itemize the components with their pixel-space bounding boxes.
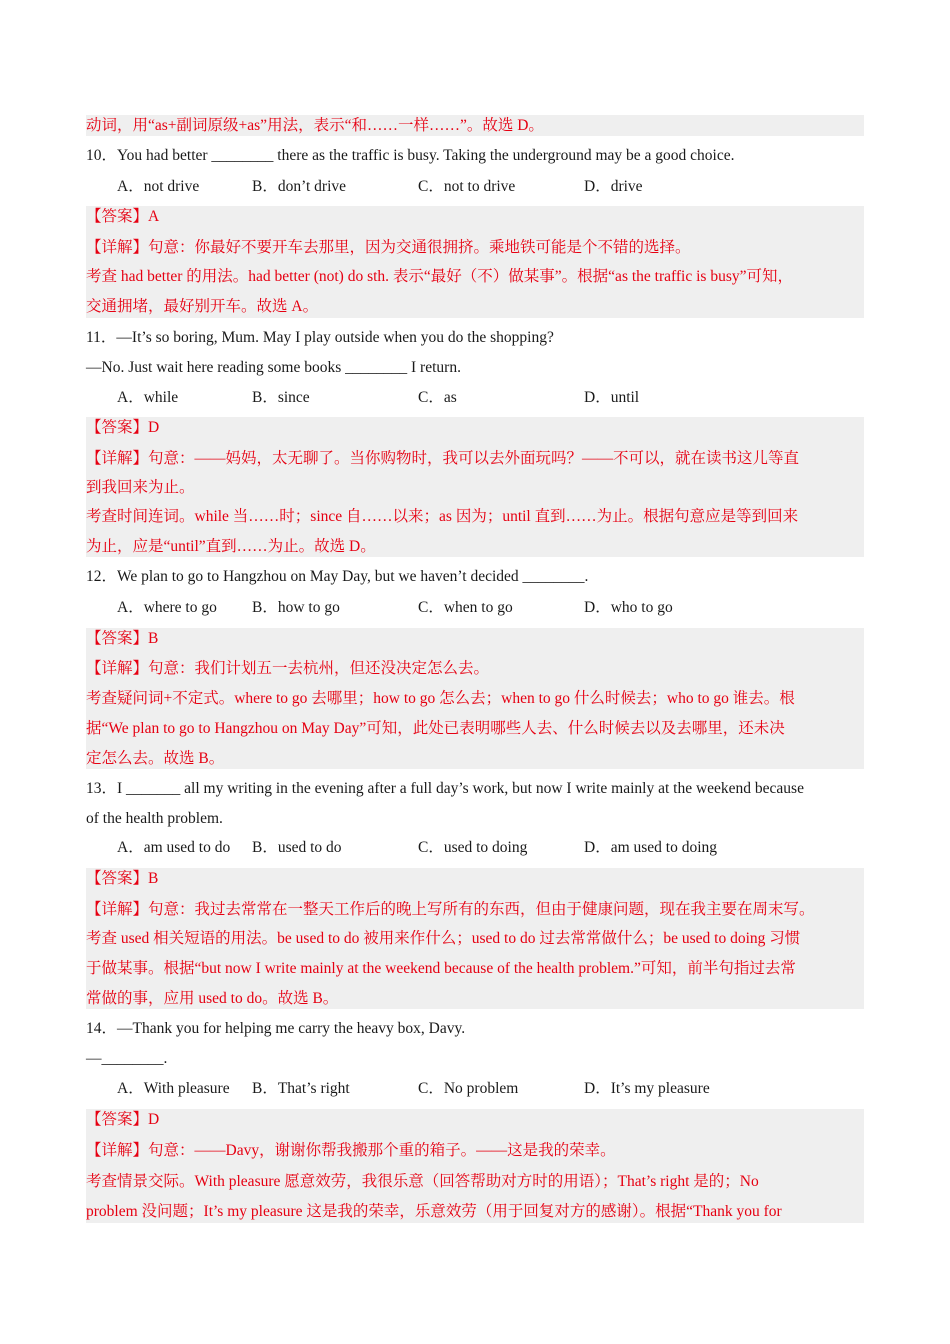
question-13-explanation-line: 常做的事，应用 used to do。故选 B。: [86, 990, 339, 1007]
question-11-options: [117, 387, 757, 409]
question-11-explanation-line: 到我回来为止。: [86, 479, 195, 496]
option-a: A．not drive: [117, 178, 200, 195]
question-14-explanation-line: 【详解】句意：——Davy，谢谢你帮我搬那个重的箱子。——这是我的荣幸。: [86, 1142, 616, 1159]
option-b: B．That’s right: [252, 1080, 350, 1097]
question-13-explanation-line: 考查 used 相关短语的用法。be used to do 被用来作什么；used to do 过去常常做什么；be used to doing 习惯: [86, 930, 801, 947]
question-11-explanation-line: 考查时间连词。while 当……时；since 自……以来；as 因为；until 直到……为止。根据句意应是等到回来: [86, 508, 799, 525]
option-d: D．It’s my pleasure: [584, 1080, 710, 1097]
question-14-explanation-line: 考查情景交际。With pleasure 愿意效劳，我很乐意（回答帮助对方时的用语）；That’s right 是的；No: [86, 1173, 759, 1190]
question-14-explanation-line: problem 没问题；It’s my pleasure 这是我的荣幸，乐意效劳（用于回复对方的感谢）。根据“Thank you for: [86, 1203, 782, 1220]
question-10-explanation-line: 考查 had better 的用法。had better (not) do sth. 表示“最好（不）做某事”。根据“as the traffic is busy”可知，: [86, 268, 793, 285]
option-a: A．am used to do: [117, 839, 231, 856]
question-11-stem: 11．—It’s so boring, Mum. May I play outside when you do the shopping?: [86, 329, 554, 346]
question-10-stem: 10．You had better ________ there as the traffic is busy. Taking the underground may be a good choice.: [86, 147, 735, 164]
question-10-explanation-line: 【详解】句意：你最好不要开车去那里，因为交通很拥挤。乘地铁可能是个不错的选择。: [86, 239, 691, 256]
question-10-answer: 【答案】A: [86, 208, 160, 225]
question-12-explanation-line: 据“We plan to go to Hangzhou on May Day”可知，此处已表明哪些人去、什么时候去以及去哪里，还未决: [86, 720, 785, 737]
question-13-explanation-line: 于做某事。根据“but now I write mainly at the weekend because of the health problem.”可知，前半句指过去常: [86, 960, 796, 977]
question-12-explanation-line: 【详解】句意：我们计划五一去杭州，但还没决定怎么去。: [86, 660, 490, 677]
question-12-answer: 【答案】B: [86, 630, 159, 647]
option-c: C．No problem: [418, 1080, 519, 1097]
option-d: D．until: [584, 389, 640, 406]
option-b: B．how to go: [252, 599, 340, 616]
question-13-stem: of the health problem.: [86, 810, 223, 827]
question-11-explanation-line: 为止，应是“until”直到……为止。故选 D。: [86, 538, 376, 555]
question-12-explanation-line: 考查疑问词+不定式。where to go 去哪里；how to go 怎么去；when to go 什么时候去；who to go 谁去。根: [86, 690, 795, 707]
question-13-explanation-line: 【详解】句意：我过去常常在一整天工作后的晚上写所有的东西，但由于健康问题，现在我主要在周末写。: [86, 901, 815, 918]
question-12-stem: 12．We plan to go to Hangzhou on May Day, but we haven’t decided ________.: [86, 568, 589, 585]
question-12-options: [117, 597, 757, 619]
question-11-answer: 【答案】D: [86, 419, 160, 436]
option-b: B．don’t drive: [252, 178, 346, 195]
question-13-answer: 【答案】B: [86, 870, 159, 887]
option-b: B．since: [252, 389, 310, 406]
option-d: D．who to go: [584, 599, 673, 616]
question-10-explanation-line: 交通拥堵，最好别开车。故选 A。: [86, 298, 319, 315]
option-a: A．With pleasure: [117, 1080, 230, 1097]
question-14-options: [117, 1078, 757, 1100]
question-11-stem: —No. Just wait here reading some books ________ I return.: [86, 359, 461, 376]
option-d: D．am used to doing: [584, 839, 718, 856]
option-c: C．used to doing: [418, 839, 528, 856]
option-a: A．while: [117, 389, 179, 406]
question-10-options: [117, 176, 757, 198]
option-c: C．when to go: [418, 599, 513, 616]
option-c: C．as: [418, 389, 457, 406]
option-a: A．where to go: [117, 599, 217, 616]
question-14-answer: 【答案】D: [86, 1111, 160, 1128]
question-13-options: [117, 837, 757, 859]
question-13-stem: 13．I _______ all my writing in the evening after a full day’s work, but now I write mainly at the weekend because: [86, 780, 804, 797]
explanation-continuation: 动词，用“as+副词原级+as”用法，表示“和……一样……”。故选 D。: [86, 117, 544, 134]
option-b: B．used to do: [252, 839, 342, 856]
option-d: D．drive: [584, 178, 643, 195]
question-14-stem: 14．—Thank you for helping me carry the heavy box, Davy.: [86, 1020, 466, 1037]
question-12-explanation-line: 定怎么去。故选 B。: [86, 750, 225, 767]
question-14-stem: —________.: [86, 1050, 168, 1067]
option-c: C．not to drive: [418, 178, 516, 195]
question-11-explanation-line: 【详解】句意：——妈妈，太无聊了。当你购物时，我可以去外面玩吗？——不可以，就在读书这儿等直: [86, 450, 800, 467]
